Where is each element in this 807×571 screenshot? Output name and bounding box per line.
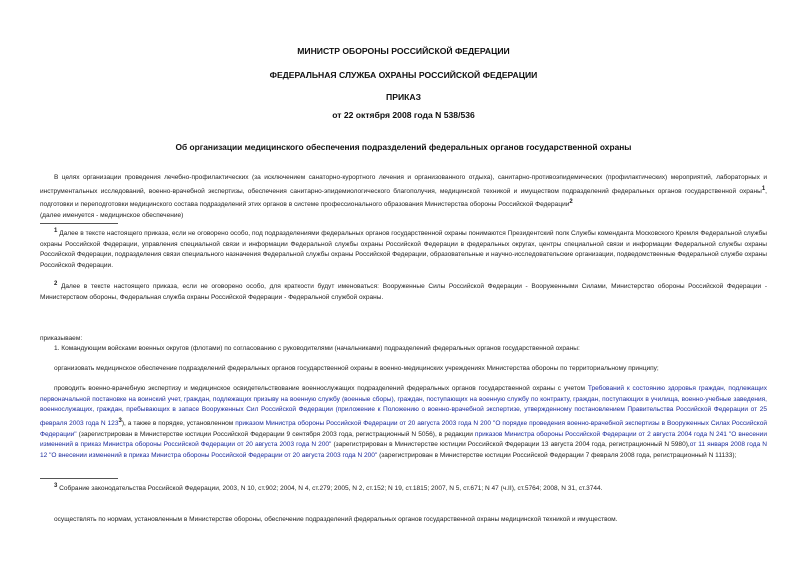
footnote-marker: 1 [54, 228, 58, 234]
link-order-241[interactable]: приказов Министра обороны Российской Федерации от 2 августа 2004 года N 241 "О внесении изменений в приказ Министра обороны Российской Федерации от 20 августа 2003 года N 200" [40, 430, 767, 449]
footnote-1 [40, 226, 767, 272]
item-1b-text-4: (зарегистрирован в Министерстве юстиции Российской Федерации 13 августа 2004 года, регистрационный N 5980), [333, 441, 690, 449]
intro-text-2: , подготовки и переподготовки медицинского состава подразделений этих органов в системе профессионального образования Министерства обороны Российской Федерации [40, 187, 767, 209]
footnote-marker: 1 [761, 185, 766, 192]
header-date-number: от 22 октября 2008 года N 538/536 [332, 110, 475, 120]
item-1b-text-5: (зарегистрирован в Министерстве юстиции Российской Федерации 7 февраля 2008 года, регистрационный N 11133); [379, 451, 737, 459]
footnote-divider [40, 223, 118, 224]
order-item-1b [40, 384, 767, 461]
link-order-12[interactable]: от 11 января 2008 года N 12 "О внесении изменений в приказ Министра обороны Российской Федерации от 20 августа 2003 года N 200" [40, 441, 768, 459]
link-order-200[interactable]: приказом Министра обороны Российской Федерации от 20 августа 2003 года N 200 "О порядке проведения военно-врачебной экспертизы в Вооруженных Силах Российской Федерации" [40, 419, 767, 438]
header-doc-type: ПРИКАЗ [386, 92, 421, 102]
link-health-requirements[interactable]: Требований к состоянию здоровья граждан, подлежащих первоначальной постановке на воинский учет, граждан, подлежащих призыву на военную службу (военные сборы), граждан, поступающих на военную службу по контракту, граждан, поступающих в училища, военно-учебные заведения, военнослужащих, граждан, пребывающих в запасе Вооруженных Сил Российской Федерации (приложение к Положению о военно-врачебной экспертизе, утвержденному постановлением Правительства Российской Федерации от 25 февраля 2003 года N 123 [40, 385, 767, 427]
prikazyvaem: приказываем: [40, 335, 83, 342]
document-title: Об организации медицинского обеспечения подразделений федеральных органов государственной охраны [175, 142, 632, 152]
footnote-divider [40, 478, 118, 479]
item-1b-text-3: (зарегистрирован в Министерстве юстиции Российской Федерации 9 сентября 2003 года, регистрационный N 5056), в редакции [78, 430, 473, 438]
intro-text: В целях организации проведения лечебно-профилактических (за исключением санаторно-курортного лечения и организованного отдыха), санитарно-противоэпидемических (профилактических) мероприятий, лабораторных и инструментальных исследований, военно-врачебной экспертизы, обеспечения санитарно-эпидемиологического благополучия, медицинской техникой и имуществом подразделений федеральных органов государственной охраны [40, 174, 767, 195]
header-ministry: МИНИСТР ОБОРОНЫ РОССИЙСКОЙ ФЕДЕРАЦИИ [297, 46, 510, 56]
footnote-3 [54, 481, 603, 494]
order-item-1: 1. Командующим войсками военных округов (флотами) по согласованию с руководителями (начальниками) подразделений федеральных органов государственной охраны: [54, 345, 580, 352]
footnote-3-text: Собрание законодательства Российской Федерации, 2003, N 10, ст.902; 2004, N 4, ст.279; 2005, N 2, ст.152; N 19, ст.1815; 2007, N 5, ст.671; N 47 (ч.II), ст.5764; 2008, N 31, ст.3744. [59, 485, 603, 493]
footnote-2-text: Далее в тексте настоящего приказа, если не оговорено особо, для краткости будут именоваться: Вооруженные Силы Российской Федерации - Вооруженными Силами, Министерство обороны Российской Федерации - Министерством обороны, Федеральная служба охраны Российской Федерации - Федеральной службой охраны. [40, 283, 767, 301]
footnote-marker: 3 [54, 483, 58, 489]
footnote-marker: 3 [118, 417, 122, 424]
item-1b-text-1: проводить военно-врачебную экспертизу и медицинское освидетельствование военнослужащих подразделений федеральных органов государственной охраны с учетом [54, 385, 586, 392]
footnote-2 [40, 279, 767, 303]
intro-paragraph [40, 173, 767, 222]
order-item-1a: организовать медицинское обеспечение подразделений федеральных органов государственной охраны в военно-медицинских учреждениях Министерства обороны по территориальному принципу; [54, 365, 659, 372]
order-item-1c: осуществлять по нормам, установленным в Министерстве обороны, обеспечение подразделений федеральных органов государственной охраны медицинской техникой и имуществом. [54, 516, 618, 523]
footnote-marker: 2 [569, 199, 573, 206]
footnote-marker: 2 [54, 281, 58, 287]
intro-text-3: (далее именуется - медицинское обеспечение) [40, 212, 184, 220]
item-1b-text-2: ), а также в порядке, установленном [121, 419, 234, 427]
footnote-1-text: Далее в тексте настоящего приказа, если не оговорено особо, под подразделениями федеральных органов государственной охраны понимаются Президентский полк Службы коменданта Московского Кремля Федеральной службы охраны Российской Федерации, управления специальной связи и информации Федеральной службы охраны Российской Федерации в федеральных округах, центры специальной связи и информации Федеральной службы охраны Российской Федерации, подразделения связи специального назначения Федеральной службы охраны Российской Федерации, образовательные и научно-исследовательские организации, подведомственные Федеральной службе охраны Российской Федерации. [40, 230, 767, 269]
header-service: ФЕДЕРАЛЬНАЯ СЛУЖБА ОХРАНЫ РОССИЙСКОЙ ФЕДЕРАЦИИ [269, 70, 538, 80]
